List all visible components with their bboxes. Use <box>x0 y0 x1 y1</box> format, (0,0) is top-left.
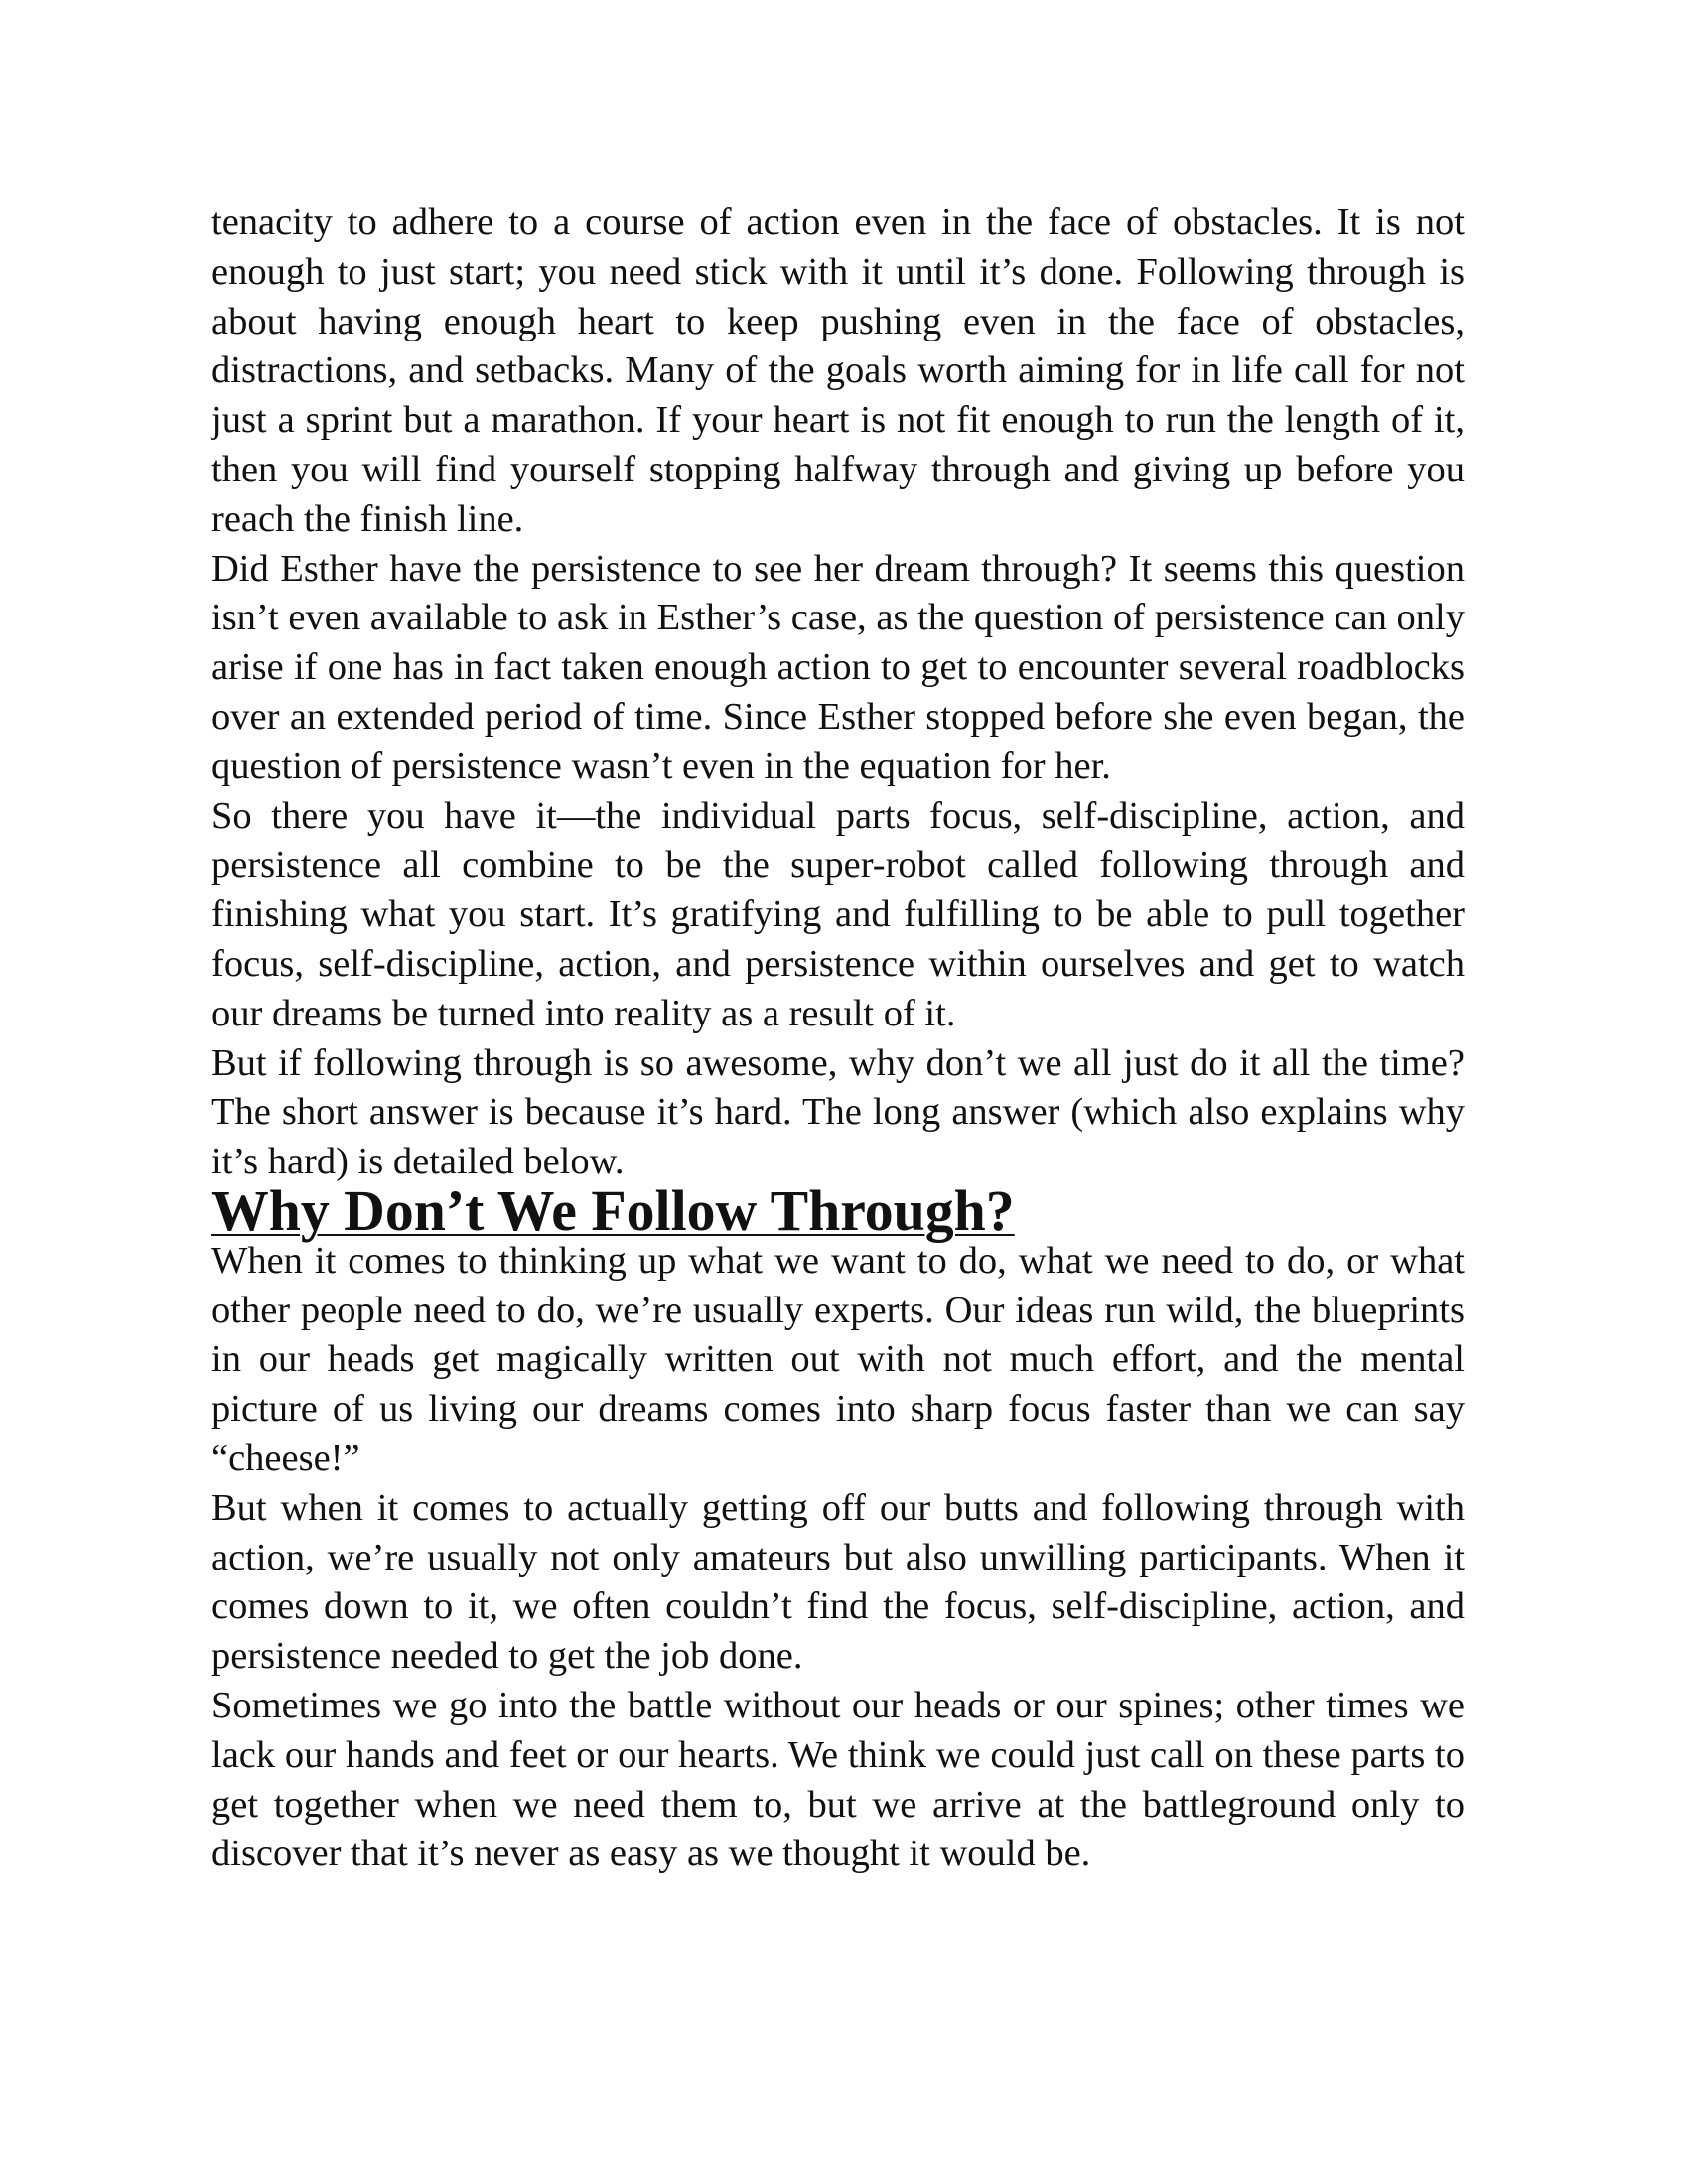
paragraph-esther-persistence: Did Esther have the persistence to see her dream through? It seems this question isn’t even available to ask in Esther’s case, as the question of persistence can only arise if one has in fact taken enough action to get to encounter several roadblocks over an extended period of time. Since Esther stopped before she even began, the question of persistence wasn’t even in the equation for her. <box>211 547 1465 787</box>
paragraph-tenacity: tenacity to adhere to a course of action even in the face of obstacles. It is not enough to just start; you need stick with it until it’s done. Following through is about having enough heart to keep pushing even in the face of obstacles, distractions, and setbacks. Many of the goals worth aiming for in life call for not just a sprint but a marathon. If your heart is not fit enough to run the length of it, then you will find yourself stopping halfway through and giving up before you reach the finish line. <box>211 202 1465 540</box>
paragraph-super-robot: So there you have it—the individual parts focus, self-discipline, action, and persistence all combine to be the super-robot called following through and finishing what you start. It’s gratifying and fulfilling to be able to pull together focus, self-discipline, action, and persistence within ourselves and get to watch our dreams be turned into reality as a result of it. <box>211 794 1465 1034</box>
section-heading: Why Don’t We Follow Through? <box>211 1179 1015 1243</box>
paragraph-getting-off-butts: But when it comes to actually getting off our butts and following through with action, we’re usually not only amateurs but also unwilling participants. When it comes down to it, we often couldn’t find the focus, self-discipline, action, and persistence needed to get the job done. <box>211 1486 1465 1678</box>
paragraph-battle: Sometimes we go into the battle without our heads or our spines; other times we lack our hands and feet or our hearts. We think we could just call on these parts to get together when we need them to, but we arrive at the battleground only to discover that it’s never as easy as we thought it would be. <box>211 1684 1465 1875</box>
paragraph-thinking-up: When it comes to thinking up what we want to do, what we need to do, or what other people need to do, we’re usually experts. Our ideas run wild, the blueprints in our heads get magically written out with not much effort, and the mental picture of us living our dreams comes into sharp focus faster than we can say “cheese!” <box>211 1239 1465 1479</box>
paragraph-why-not-always: But if following through is so awesome, why don’t we all just do it all the time? The short answer is because it’s hard. The long answer (which also explains why it’s hard) is detailed below. <box>211 1041 1465 1183</box>
document-page <box>211 199 1465 1879</box>
